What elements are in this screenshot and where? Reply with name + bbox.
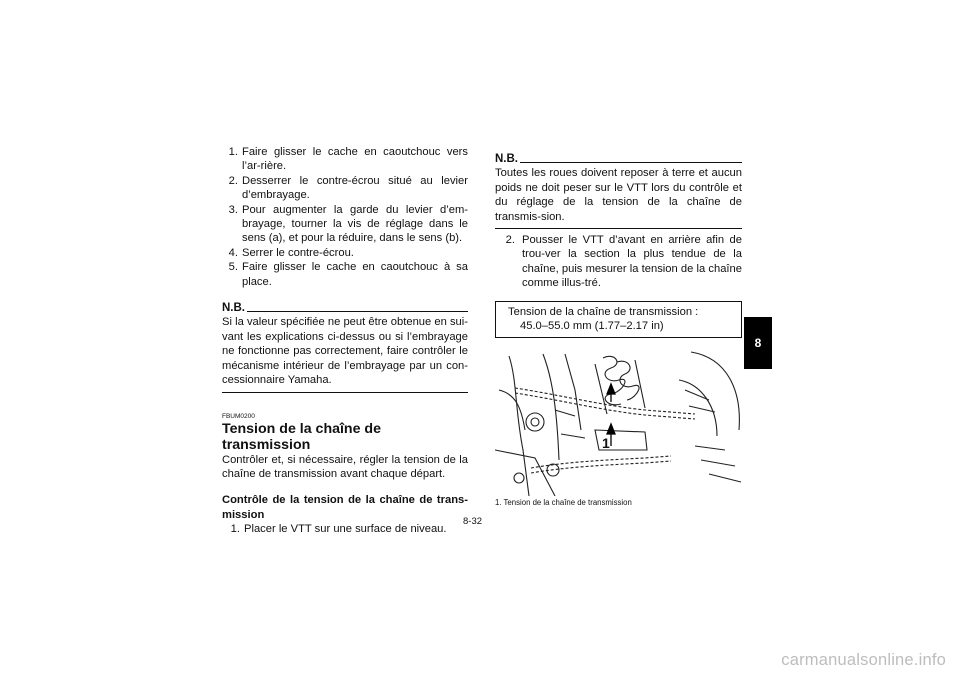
list-item bbox=[222, 246, 468, 260]
subsection-title: Contrôle de la tension de la chaîne de trans-mission bbox=[222, 494, 468, 521]
step-text: Placer le VTT sur une surface de niveau. bbox=[244, 523, 447, 536]
left-column bbox=[222, 145, 468, 537]
section-code: FBUM0200 bbox=[222, 412, 255, 420]
step-number: 2. bbox=[228, 174, 238, 187]
clutch-steps-list bbox=[222, 145, 468, 289]
check-steps-list bbox=[222, 522, 468, 536]
step-number: 3. bbox=[228, 203, 238, 216]
list-item bbox=[222, 145, 468, 174]
step-text: Pour augmenter la garde du levier d’em-brayage, tourner la vis de réglage dans le sens (a), et pour la réduire, dans le sens (b). bbox=[242, 203, 468, 245]
spec-box bbox=[495, 301, 742, 339]
figure-caption: 1. Tension de la chaîne de transmission bbox=[495, 498, 632, 508]
nb-end-rule bbox=[222, 392, 468, 393]
step-number: 1. bbox=[228, 146, 238, 158]
nb-rule bbox=[247, 311, 468, 312]
section-intro: Contrôler et, si nécessaire, régler la tension de la chaîne de transmission avant chaque départ. bbox=[222, 453, 468, 480]
nb-header bbox=[495, 152, 742, 166]
step-number: 2. bbox=[505, 234, 515, 247]
section-title: Tension de la chaîne de transmission bbox=[222, 420, 381, 453]
right-column bbox=[495, 152, 742, 508]
nb-text: Si la valeur spécifiée ne peut être obtenue en sui-vant les explications ci-dessus ou si l’embrayage ne fonctionne pas correctement, faire contrôler le mécanisme intérieur de l’embrayage par un con-cessionnaire Yamaha. bbox=[222, 316, 468, 387]
step-number: 4. bbox=[228, 246, 238, 259]
nb-rule bbox=[520, 162, 742, 163]
step-text: Desserrer le contre-écrou situé au levier d’embrayage. bbox=[242, 174, 468, 202]
chain-tension-illustration bbox=[495, 350, 742, 496]
step-text: Serrer le contre-écrou. bbox=[242, 246, 354, 259]
step-text: Faire glisser le cache en caoutchouc vers l’ar-rière. bbox=[242, 146, 468, 173]
spec-value: 45.0–55.0 mm (1.77–2.17 in) bbox=[520, 320, 664, 333]
nb-label: N.B. bbox=[222, 302, 245, 315]
nb-note-right bbox=[495, 152, 742, 229]
figure-callout-number: 1 bbox=[602, 435, 610, 452]
list-item bbox=[222, 174, 468, 203]
check-steps-list-continued bbox=[495, 233, 742, 291]
watermark: carmanualsonline.info bbox=[781, 651, 946, 669]
list-item bbox=[222, 522, 468, 536]
list-item bbox=[222, 260, 468, 289]
step-text: Pousser le VTT d’avant en arrière afin de trou-ver la section la plus tendue de la chaîne, puis mesurer la tension de la chaîne comme illus-tré. bbox=[522, 234, 742, 290]
chain-illustration-svg bbox=[495, 350, 742, 496]
step-number: 5. bbox=[228, 261, 238, 274]
spec-label: Tension de la chaîne de transmission : bbox=[508, 305, 699, 318]
list-item bbox=[495, 233, 742, 291]
chapter-tab: 8 bbox=[744, 317, 772, 369]
nb-label: N.B. bbox=[495, 153, 518, 165]
page-number: 8-32 bbox=[463, 516, 483, 527]
step-text: Faire glisser le cache en caoutchouc à sa place. bbox=[242, 261, 468, 288]
nb-note-left bbox=[222, 301, 468, 392]
nb-end-rule bbox=[495, 228, 742, 229]
nb-header bbox=[222, 301, 468, 315]
step-number: 1. bbox=[230, 523, 240, 536]
list-item bbox=[222, 203, 468, 246]
nb-text: Toutes les roues doivent reposer à terre et aucun poids ne doit peser sur le VTT lors du contrôle et du réglage de la tension de la chaîne de transmis-sion. bbox=[495, 167, 742, 223]
